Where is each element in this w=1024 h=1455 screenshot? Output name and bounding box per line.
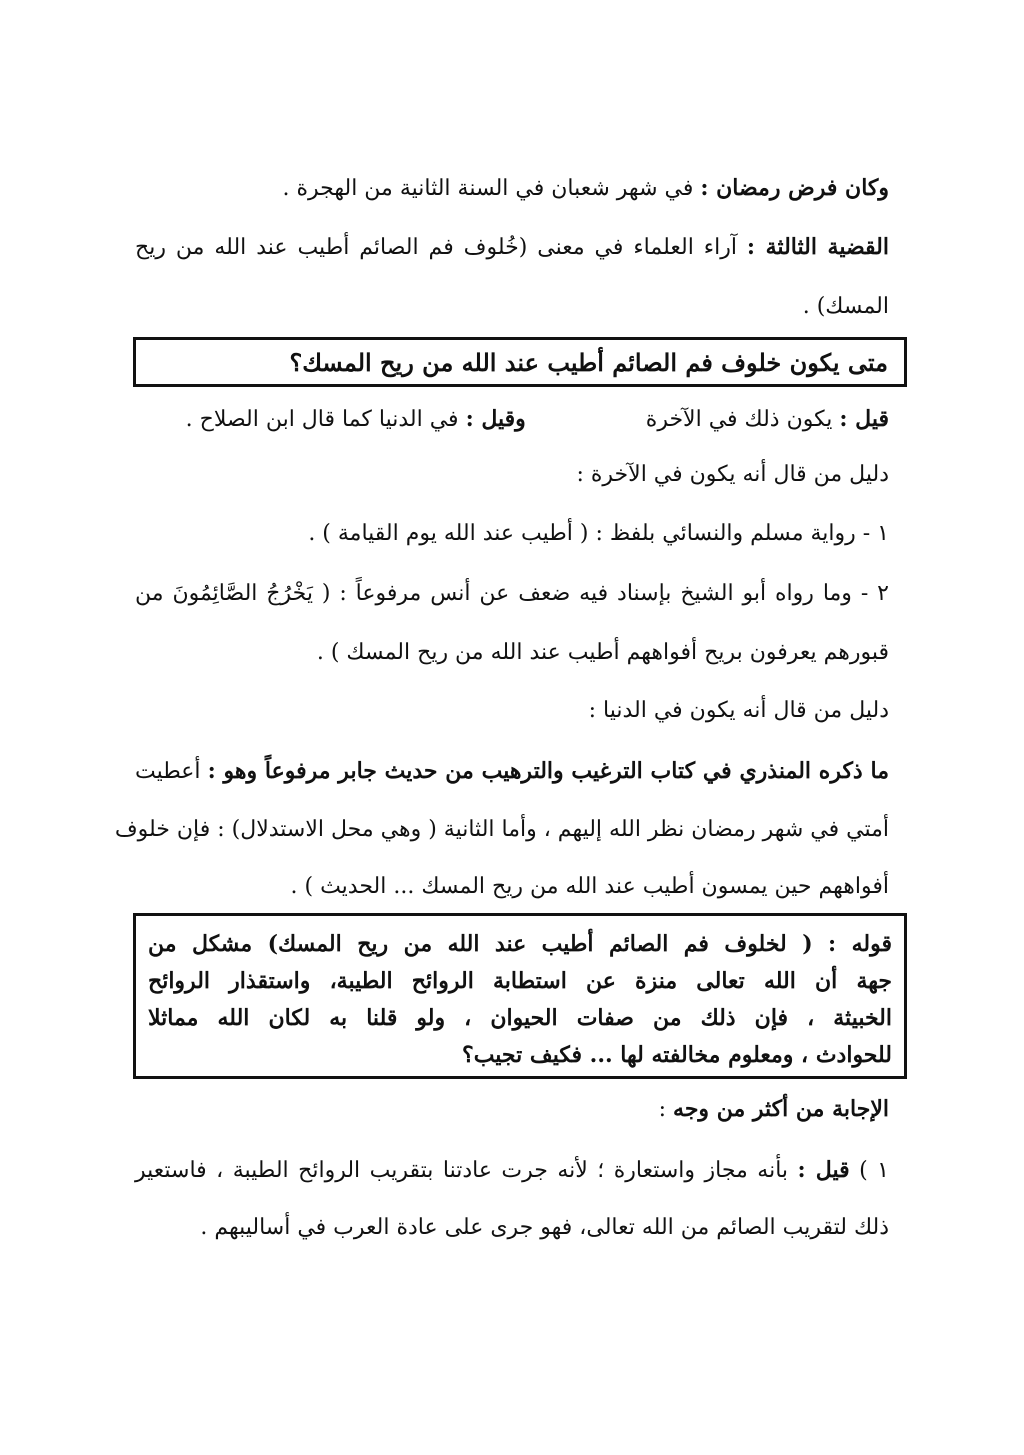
opinions-line	[135, 404, 889, 435]
bold-label: الإجابة من أكثر من وجه	[673, 1096, 889, 1122]
paragraph-mundhiri	[135, 756, 889, 787]
question-box	[133, 337, 907, 387]
question-title: متى يكون خلوف فم الصائم أطيب عند الله من ريح المسك؟	[289, 348, 888, 377]
paragraph-third-issue	[135, 232, 889, 263]
bold-label: قيل :	[797, 1157, 850, 1183]
paragraph-evidence-1	[135, 519, 889, 549]
paragraph-third-issue-cont	[135, 292, 889, 322]
text: ٢ - وما رواه أبو الشيخ بإسناد فيه ضعف عن أنس مرفوعاً : ( يَخْرُجُ الصَّائِمُونَ من	[135, 581, 889, 606]
answer-heading	[135, 1094, 889, 1125]
bold-label: ما ذكره المنذري في كتاب الترغيب والترهيب من حديث جابر مرفوعاً وهو :	[207, 758, 889, 784]
paragraph-mundhiri-cont	[114, 815, 889, 845]
problem-line-4: للحوادث ، ومعلوم مخالفته لها ... فكيف تجيب؟	[462, 1042, 892, 1068]
bold-label-2: وقيل :	[465, 406, 526, 432]
paragraph-evidence-2	[135, 579, 889, 609]
paragraph-ramadan-obligation	[135, 173, 889, 204]
text: ذلك لتقريب الصائم من الله تعالى، فهو جرى على عادة العرب في أساليبهم .	[200, 1215, 889, 1240]
paragraph-evidence-2-cont	[135, 638, 889, 668]
paragraph-evidence-hereafter	[135, 460, 889, 490]
text: دليل من قال أنه يكون في الدنيا :	[588, 698, 889, 723]
text: آراء العلماء في معنى (خُلوف فم الصائم أطيب عند الله من ريح	[135, 235, 747, 260]
paragraph-answer-1	[135, 1155, 889, 1186]
paragraph-evidence-world	[135, 696, 889, 726]
text: أفواههم حين يمسون أطيب عند الله من ريح المسك ... الحديث ) .	[290, 874, 889, 899]
text: في شهر شعبان في السنة الثانية من الهجرة .	[282, 176, 701, 201]
bold-label: وكان فرض رمضان :	[700, 175, 889, 201]
problem-box	[133, 913, 907, 1079]
prefix: ١ )	[849, 1158, 889, 1183]
problem-line-1: قوله : ( لخلوف فم الصائم أطيب عند الله من ريح المسك) مشكل من	[148, 931, 892, 957]
paragraph-mundhiri-end	[135, 872, 889, 902]
text-2: في الدنيا كما قال ابن الصلاح .	[185, 407, 466, 432]
text: دليل من قال أنه يكون في الآخرة :	[576, 462, 889, 487]
text: المسك) .	[802, 294, 889, 319]
bold-label: القضية الثالثة :	[746, 234, 889, 260]
text: يكون ذلك في الآخرة	[645, 407, 840, 432]
text: أمتي في شهر رمضان نظر الله إليهم ، وأما الثانية ( وهي محل الاستدلال) : فإن خلوف	[114, 817, 889, 842]
bold-label: قيل :	[839, 406, 889, 432]
text: بأنه مجاز واستعارة ؛ لأنه جرت عادتنا بتقريب الروائح الطيبة ، فاستعير	[135, 1158, 798, 1183]
text: :	[658, 1097, 674, 1122]
text: أعطيت	[135, 759, 208, 784]
paragraph-answer-1-cont	[135, 1213, 889, 1243]
problem-line-3: الخبيثة ، فإن ذلك من صفات الحيوان ، ولو قلنا به لكان الله مماثلا	[148, 1005, 892, 1031]
text: قبورهم يعرفون بريح أفواههم أطيب عند الله من ريح المسك ) .	[316, 640, 889, 665]
problem-line-2: جهة أن الله تعالى منزة عن استطابة الروائح الطيبة، واستقذار الروائح	[148, 968, 892, 994]
text: ١ - رواية مسلم والنسائي بلفظ : ( أطيب عند الله يوم القيامة ) .	[308, 521, 889, 546]
